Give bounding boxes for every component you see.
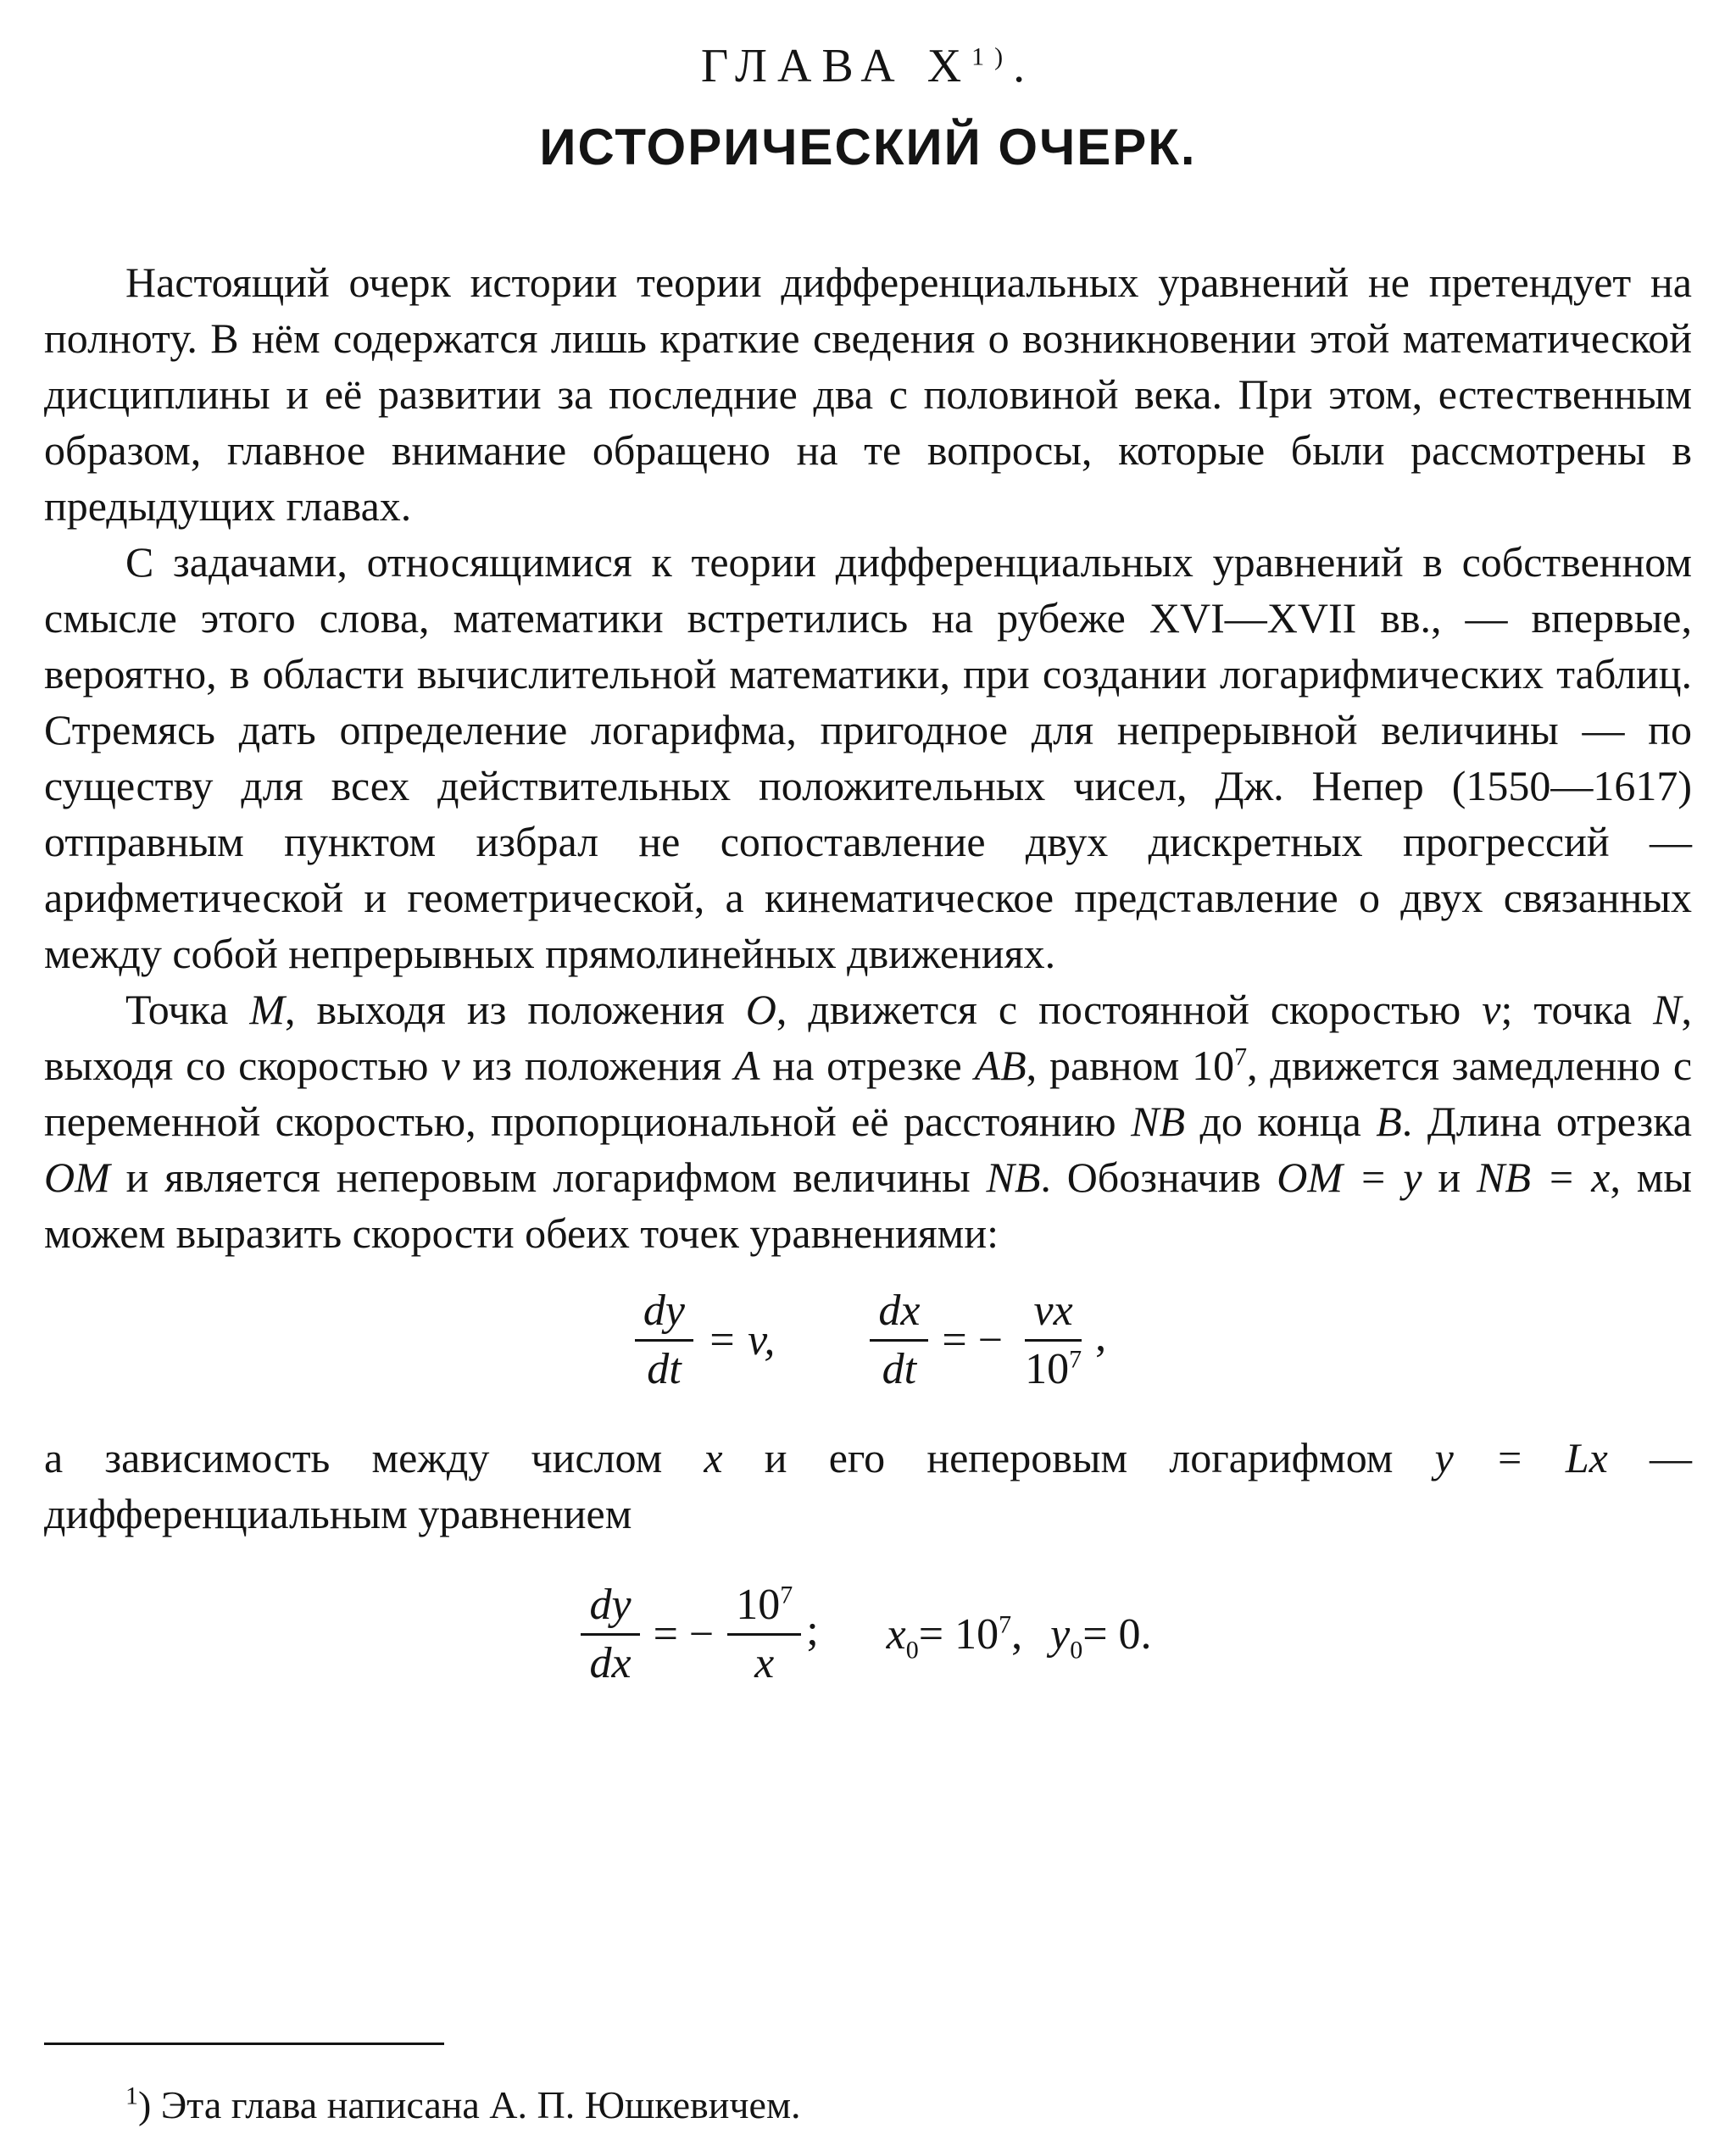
equation-text: = 10 <box>918 1609 999 1659</box>
subscript: 0 <box>1070 1635 1083 1664</box>
math-var-v: v <box>1482 986 1501 1033</box>
math-var-n: N <box>1653 986 1682 1033</box>
math-var-x: x <box>704 1434 723 1481</box>
exponent: 7 <box>780 1581 793 1609</box>
fraction-numerator <box>727 1579 801 1636</box>
chapter-footnote-mark: 1) <box>971 42 1014 71</box>
equation-separator: ; <box>806 1606 819 1655</box>
paragraph-2: С задачами, относящимися к теории дифференциальных уравнений в собственном смысле этого слова, математики встретились на рубеже XVI—XVII вв., — впервые, вероятно, в области вычислительной математики, при создании логарифмических таблиц. Стремясь дать определение логарифма, пригодное для непрерывной величины — по существу для всех действительных положительных чисел, Дж. Непер (1550—1617) отправным пунктом избрал не сопоставление двух дискретных прогрессий — арифметической и геометрической, а кинематическое представление о двух связанных между собой непрерывных прямолинейных движениях. <box>44 538 1692 977</box>
paragraph-1: Настоящий очерк истории теории дифференциальных уравнений не претендует на полноту. В нём содержатся лишь краткие сведения о возникновении этой математической дисциплины и её развитии за последние два с половиной века. При этом, естественным образом, главное внимание обращено на те вопросы, которые были рассмотрены в предыдущих главах. <box>44 258 1692 530</box>
fraction-denominator: dt <box>882 1345 917 1393</box>
power-base: 10 <box>1025 1345 1070 1393</box>
math-var-nb: NB <box>1131 1098 1185 1145</box>
subscript: 0 <box>905 1635 919 1664</box>
initial-condition-x0 <box>887 1607 1022 1663</box>
p3-text: , равном 10 <box>1026 1042 1235 1089</box>
equation-text: = 0. <box>1082 1609 1152 1659</box>
p3-text: , мы можем выразить скорости обеих точек уравнениями: <box>44 1153 1692 1257</box>
math-var-y: y <box>1050 1609 1071 1659</box>
chapter-label-text: ГЛАВА X <box>700 40 972 92</box>
equation-trailing-comma: , <box>1095 1312 1107 1361</box>
body-text <box>44 254 1692 1690</box>
equals-minus: = − <box>942 1315 1004 1365</box>
fraction-denominator: dx <box>589 1639 632 1687</box>
footnote-divider <box>44 2043 444 2045</box>
equals-minus: = − <box>653 1609 715 1659</box>
math-var-m: M <box>249 986 286 1033</box>
chapter-title: ИСТОРИЧЕСКИЙ ОЧЕРК. <box>539 119 1197 175</box>
math-var-b: B <box>1376 1098 1402 1145</box>
p3-text: . Обозначив <box>1040 1153 1277 1201</box>
math-y-equals-lx: y = Lx <box>1434 1434 1608 1481</box>
p3-text: , движется замедленно с переменной скоростью, пропорциональной её расстоянию <box>44 1042 1693 1145</box>
exponent: 7 <box>1234 1042 1248 1071</box>
math-var-a: A <box>733 1042 760 1089</box>
math-var-v: v <box>441 1042 460 1089</box>
p3-text: Точка <box>125 986 250 1033</box>
p3-text: , выходя из положения <box>285 986 746 1033</box>
p3-text: до конца <box>1185 1098 1377 1145</box>
p3-text: на отрезке <box>760 1042 975 1089</box>
fraction-numerator: dx <box>870 1285 928 1342</box>
fraction-numerator: dy <box>635 1285 693 1342</box>
fraction-numerator: dy <box>581 1579 639 1636</box>
fraction-denominator <box>1016 1342 1090 1396</box>
equation-1 <box>44 1285 1692 1396</box>
fraction-denominator: x <box>754 1639 775 1687</box>
equation-2 <box>44 1579 1692 1690</box>
math-var-x: x <box>886 1609 906 1659</box>
p3-text: и является неперовым логарифмом величины <box>109 1153 987 1201</box>
fraction-dx-dt <box>870 1285 928 1396</box>
math-var-om: OM <box>44 1153 110 1201</box>
p4-text: и его неперовым логарифмом <box>722 1434 1435 1481</box>
footnote <box>125 2080 801 2131</box>
p3-text: , движется с постоянной скоростью <box>776 986 1483 1033</box>
footnote-mark: 1 <box>125 2082 138 2110</box>
paragraph-3 <box>44 981 1692 1261</box>
fraction-numerator: vx <box>1025 1285 1081 1342</box>
chapter-label-suffix: . <box>1013 40 1036 92</box>
equation-text: , <box>1011 1609 1023 1659</box>
chapter-label <box>44 32 1692 100</box>
exponent: 7 <box>999 1610 1012 1639</box>
initial-condition-y0 <box>1050 1607 1151 1663</box>
math-var-nb: NB <box>986 1153 1041 1201</box>
math-var-ab: AB <box>974 1042 1027 1089</box>
footnote-text: ) Эта глава написана А. П. Юшкевичем. <box>138 2083 801 2126</box>
fraction-dy-dt <box>635 1285 693 1396</box>
fraction-10-7-over-x <box>727 1579 801 1690</box>
math-nb-equals-x: NB = x <box>1477 1153 1611 1201</box>
p4-text: — дифференциальным уравнением <box>44 1434 1693 1537</box>
p3-text: из положения <box>459 1042 734 1089</box>
fraction-denominator: dt <box>647 1345 682 1393</box>
p3-text: и <box>1422 1153 1477 1201</box>
fraction-vx-over-10-7 <box>1016 1285 1090 1396</box>
exponent: 7 <box>1069 1345 1082 1374</box>
math-om-equals-y: OM = y <box>1277 1153 1422 1201</box>
fraction-dy-dx <box>581 1579 639 1690</box>
p3-text: , выходя со скоростью <box>44 986 1692 1089</box>
math-var-o: O <box>745 986 776 1033</box>
book-page <box>44 25 1693 2126</box>
p4-text: а зависимость между числом <box>44 1434 704 1481</box>
p3-text: . Длина отрезка <box>1401 1098 1692 1145</box>
equation-text: = v, <box>707 1315 776 1365</box>
equation-rhs-v <box>707 1313 775 1369</box>
paragraph-4 <box>44 1430 1692 1542</box>
p3-text: ; точка <box>1500 986 1654 1033</box>
power-base: 10 <box>736 1581 781 1629</box>
